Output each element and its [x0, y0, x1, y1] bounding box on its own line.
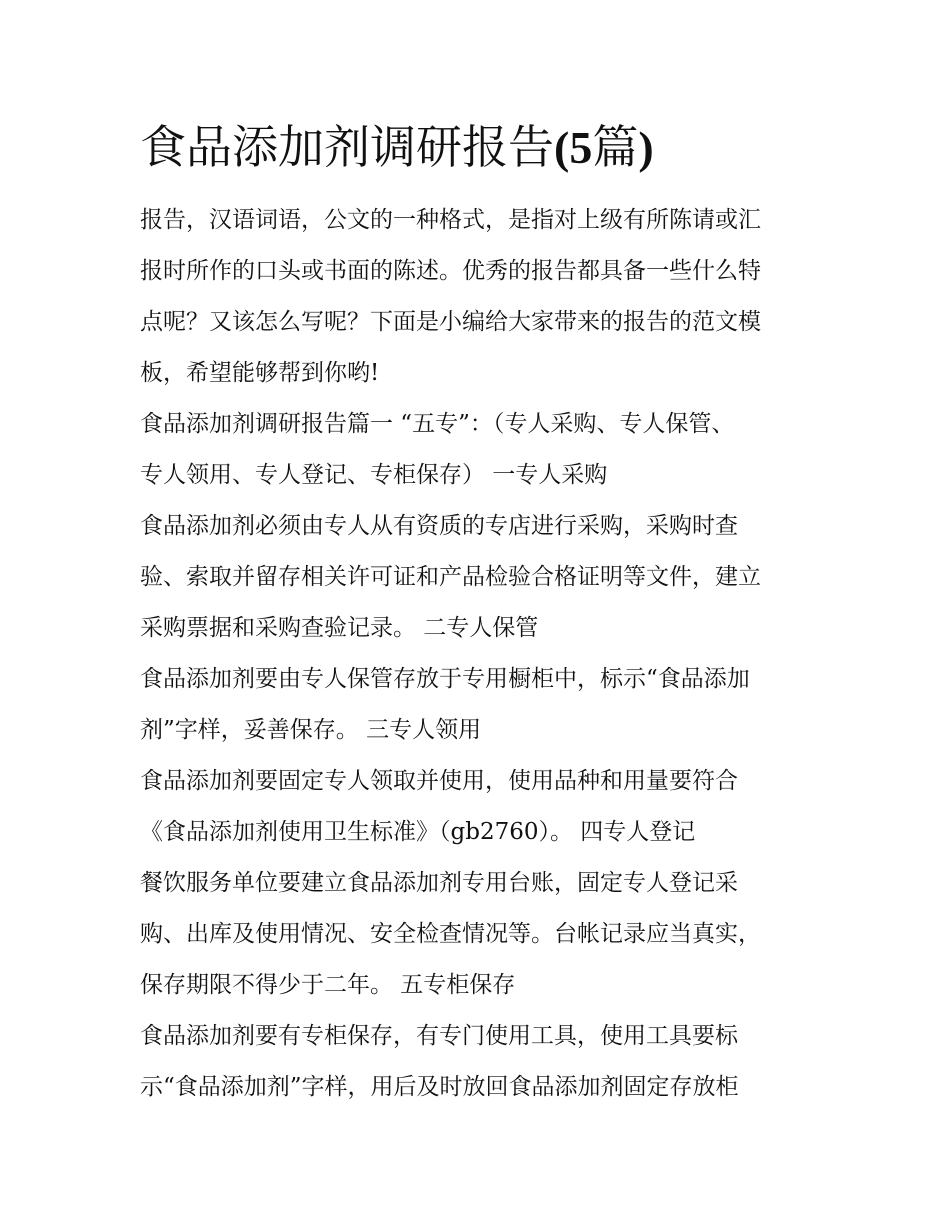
body-line: 专人领用、专人登记、专柜保存） 一专人采购	[140, 462, 608, 488]
body-line: 购、出库及使用情况、安全检查情况等。台帐记录应当真实，	[140, 921, 761, 947]
body-line: 报告，汉语词语，公文的一种格式，是指对上级有所陈请或汇	[140, 207, 761, 233]
document-title-text: 食品添加剂调研报告	[140, 120, 554, 174]
document-title-count-open: (5	[554, 122, 593, 173]
document-title-count-close: )	[638, 122, 654, 173]
document-title-count-unit: 篇	[592, 120, 639, 174]
body-line: 采购票据和采购查验记录。 二专人保管	[140, 615, 539, 641]
body-line: 食品添加剂要由专人保管存放于专用橱柜中，标示“食品添加	[140, 666, 750, 692]
body-line: 食品添加剂要有专柜保存，有专门使用工具，使用工具要标	[140, 1023, 738, 1049]
body-line: 点呢？又该怎么写呢？下面是小编给大家带来的报告的范文模	[140, 309, 761, 335]
body-line: 报时所作的口头或书面的陈述。优秀的报告都具备一些什么特	[140, 258, 761, 284]
document-title	[140, 112, 840, 183]
body-line: 示“食品添加剂”字样，用后及时放回食品添加剂固定存放柜	[140, 1074, 739, 1100]
body-line: 食品添加剂调研报告篇一 “五专”：（专人采购、专人保管、	[140, 411, 735, 437]
body-line: 餐饮服务单位要建立食品添加剂专用台账，固定专人登记采	[140, 870, 738, 896]
body-line: 剂”字样，妥善保存。 三专人领用	[140, 717, 482, 743]
body-line: 食品添加剂要固定专人领取并使用，使用品种和用量要符合	[140, 768, 738, 794]
body-line: 验、索取并留存相关许可证和产品检验合格证明等文件，建立	[140, 564, 761, 590]
body-line: 板，希望能够帮到你哟!	[140, 360, 380, 386]
body-line: 《食品添加剂使用卫生标准》（gb2760）。 四专人登记	[140, 819, 696, 845]
body-line: 食品添加剂必须由专人从有资质的专店进行采购，采购时查	[140, 513, 738, 539]
body-line: 保存期限不得少于二年。 五专柜保存	[140, 972, 516, 998]
